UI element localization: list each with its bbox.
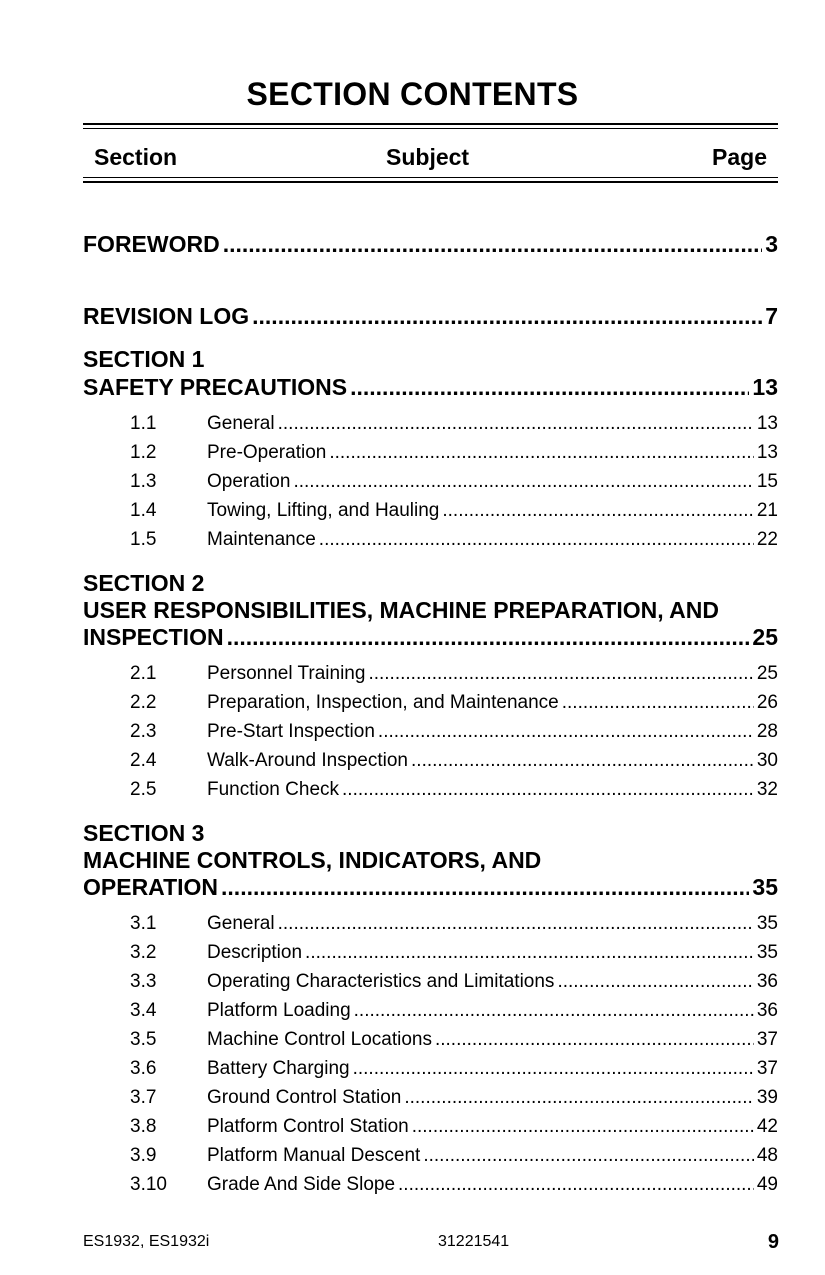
dot-leader — [412, 1116, 754, 1138]
toc-subentry-title: Machine Control Locations — [207, 1029, 432, 1050]
toc-subentry-number: 3.9 — [130, 1145, 157, 1166]
toc-subentry-page: 28 — [756, 721, 778, 742]
toc-subentry-page: 22 — [756, 529, 778, 550]
dot-leader — [411, 750, 754, 772]
toc-subentry-page: 21 — [756, 500, 778, 521]
dot-leader — [557, 971, 753, 993]
column-header-subject: Subject — [386, 144, 470, 170]
toc-subentry-title: Maintenance — [207, 529, 316, 550]
toc-subentry-number: 3.4 — [130, 1000, 157, 1021]
toc-subentry[interactable] — [130, 721, 778, 743]
toc-subentry-page: 30 — [756, 750, 778, 771]
toc-subentry[interactable] — [130, 750, 778, 772]
toc-subentry[interactable] — [130, 471, 778, 493]
toc-subentry[interactable] — [130, 1174, 778, 1196]
dot-leader — [353, 1058, 754, 1080]
toc-entry-title: INSPECTION — [83, 624, 224, 650]
toc-subentry-page: 42 — [756, 1116, 778, 1137]
dot-leader — [227, 624, 750, 651]
dot-leader — [252, 303, 762, 330]
toc-subentry-page: 36 — [756, 971, 778, 992]
toc-subentry[interactable] — [130, 692, 778, 714]
toc-subentry-page: 48 — [756, 1145, 778, 1166]
dot-leader — [562, 692, 754, 714]
toc-subentry-title: Operating Characteristics and Limitations — [207, 971, 555, 992]
toc-subentry-title: Ground Control Station — [207, 1087, 402, 1108]
header-rule-bottom-thin — [83, 177, 778, 178]
dot-leader — [398, 1174, 754, 1196]
dot-leader — [342, 779, 754, 801]
toc-subentry-number: 2.1 — [130, 663, 157, 684]
toc-subentry-title: Towing, Lifting, and Hauling — [207, 500, 440, 521]
toc-subentry-page: 36 — [756, 1000, 778, 1021]
toc-subentry-page: 35 — [756, 942, 778, 963]
toc-entry-page: 13 — [752, 374, 778, 400]
toc-entry-title: FOREWORD — [83, 231, 220, 257]
dot-leader — [404, 1087, 754, 1109]
dot-leader — [350, 374, 749, 401]
footer-page-number: 9 — [767, 1231, 779, 1253]
toc-subentry[interactable] — [130, 942, 778, 964]
dot-leader — [305, 942, 754, 964]
toc-subentry[interactable] — [130, 1145, 778, 1167]
column-header-section: Section — [94, 144, 178, 170]
toc-subentry-title: Function Check — [207, 779, 340, 800]
toc-subentry[interactable] — [130, 663, 778, 685]
toc-entry-page: 3 — [765, 231, 778, 257]
toc-entry-page: 35 — [752, 874, 778, 900]
toc-entry-page: 7 — [765, 303, 778, 329]
toc-subentry[interactable] — [130, 1087, 778, 1109]
toc-subentry[interactable] — [130, 413, 778, 435]
toc-subentry-page: 13 — [756, 442, 778, 463]
toc-entry-revision-log[interactable] — [83, 303, 778, 330]
toc-subentry[interactable] — [130, 1029, 778, 1051]
toc-subentry[interactable] — [130, 913, 778, 935]
toc-subentry-number: 3.3 — [130, 971, 157, 992]
footer-models: ES1932, ES1932i — [83, 1233, 210, 1250]
dot-leader — [435, 1029, 754, 1051]
toc-subentry-number: 1.1 — [130, 413, 157, 434]
dot-leader — [223, 231, 762, 258]
toc-subentry-number: 2.3 — [130, 721, 157, 742]
toc-subentry-page: 32 — [756, 779, 778, 800]
toc-subentry-number: 3.8 — [130, 1116, 157, 1137]
page-title: SECTION CONTENTS — [246, 76, 579, 112]
toc-subentry-title: Preparation, Inspection, and Maintenance — [207, 692, 559, 713]
toc-subentry[interactable] — [130, 1058, 778, 1080]
toc-subentry-title: Grade And Side Slope — [207, 1174, 396, 1195]
section-2-heading: SECTION 2 — [83, 570, 205, 596]
toc-entry-section-3[interactable] — [83, 874, 778, 901]
toc-subentry-number: 1.3 — [130, 471, 157, 492]
dot-leader — [354, 1000, 754, 1022]
toc-subentry[interactable] — [130, 500, 778, 522]
dot-leader — [278, 913, 754, 935]
toc-subentry-title: Platform Loading — [207, 1000, 351, 1021]
toc-subentry-page: 25 — [756, 663, 778, 684]
toc-subentry[interactable] — [130, 529, 778, 551]
toc-subentry[interactable] — [130, 971, 778, 993]
section-3-heading: SECTION 3 — [83, 820, 205, 846]
toc-subentry-number: 2.4 — [130, 750, 157, 771]
toc-subentry-title: Personnel Training — [207, 663, 366, 684]
toc-subentry-number: 1.5 — [130, 529, 157, 550]
dot-leader — [278, 413, 754, 435]
toc-subentry-number: 2.5 — [130, 779, 157, 800]
toc-subentry-title: Description — [207, 942, 303, 963]
toc-subentry-number: 1.2 — [130, 442, 157, 463]
toc-subentry-number: 3.10 — [130, 1174, 167, 1195]
toc-subentry-number: 3.6 — [130, 1058, 157, 1079]
toc-subentry-title: Platform Control Station — [207, 1116, 409, 1137]
toc-subentry-page: 37 — [756, 1058, 778, 1079]
toc-subentry-title: Walk-Around Inspection — [207, 750, 409, 771]
dot-leader — [368, 663, 753, 685]
toc-subentry-title: General — [207, 413, 275, 434]
dot-leader — [221, 874, 749, 901]
header-rule-bottom-thick — [83, 181, 778, 183]
dot-leader — [319, 529, 754, 551]
header-rule-top-thick — [83, 123, 778, 125]
toc-subentry-title: General — [207, 913, 275, 934]
dot-leader — [378, 721, 754, 743]
toc-subentry[interactable] — [130, 1000, 778, 1022]
toc-subentry-title: Platform Manual Descent — [207, 1145, 421, 1166]
toc-subentry-page: 26 — [756, 692, 778, 713]
dot-leader — [423, 1145, 754, 1167]
toc-subentry-title: Battery Charging — [207, 1058, 350, 1079]
toc-entry-title: OPERATION — [83, 874, 219, 900]
toc-entry-section-2[interactable] — [83, 624, 778, 651]
toc-subentry-number: 3.7 — [130, 1087, 157, 1108]
toc-entry-page: 25 — [752, 624, 778, 650]
toc-subentry-page: 39 — [756, 1087, 778, 1108]
section-3-title-line: MACHINE CONTROLS, INDICATORS, AND — [83, 847, 542, 873]
toc-subentry-page: 37 — [756, 1029, 778, 1050]
footer-doc-number: 31221541 — [438, 1233, 510, 1250]
toc-entry-section-1[interactable] — [83, 374, 778, 401]
toc-subentry-number: 1.4 — [130, 500, 157, 521]
dot-leader — [442, 500, 753, 522]
toc-subentry[interactable] — [130, 442, 778, 464]
toc-subentry-title: Pre-Operation — [207, 442, 327, 463]
toc-subentry[interactable] — [130, 1116, 778, 1138]
dot-leader — [329, 442, 754, 464]
dot-leader — [293, 471, 753, 493]
toc-entry-title: REVISION LOG — [83, 303, 250, 329]
toc-subentry-page: 13 — [756, 413, 778, 434]
toc-entry-title: SAFETY PRECAUTIONS — [83, 374, 348, 400]
toc-subentry-number: 2.2 — [130, 692, 157, 713]
toc-subentry-title: Pre-Start Inspection — [207, 721, 375, 742]
toc-entry-foreword[interactable] — [83, 231, 778, 258]
toc-subentry-number: 3.5 — [130, 1029, 157, 1050]
toc-subentry-page: 35 — [756, 913, 778, 934]
toc-subentry-number: 3.2 — [130, 942, 157, 963]
toc-subentry-page: 15 — [756, 471, 778, 492]
toc-subentry-page: 49 — [756, 1174, 778, 1195]
column-header-page: Page — [712, 144, 767, 170]
toc-subentry-title: Operation — [207, 471, 291, 492]
header-rule-top-thin — [83, 128, 778, 129]
section-2-title-line: USER RESPONSIBILITIES, MACHINE PREPARATION, AND — [83, 597, 719, 623]
section-1-heading: SECTION 1 — [83, 346, 205, 372]
toc-subentry-number: 3.1 — [130, 913, 157, 934]
toc-subentry[interactable] — [130, 779, 778, 801]
